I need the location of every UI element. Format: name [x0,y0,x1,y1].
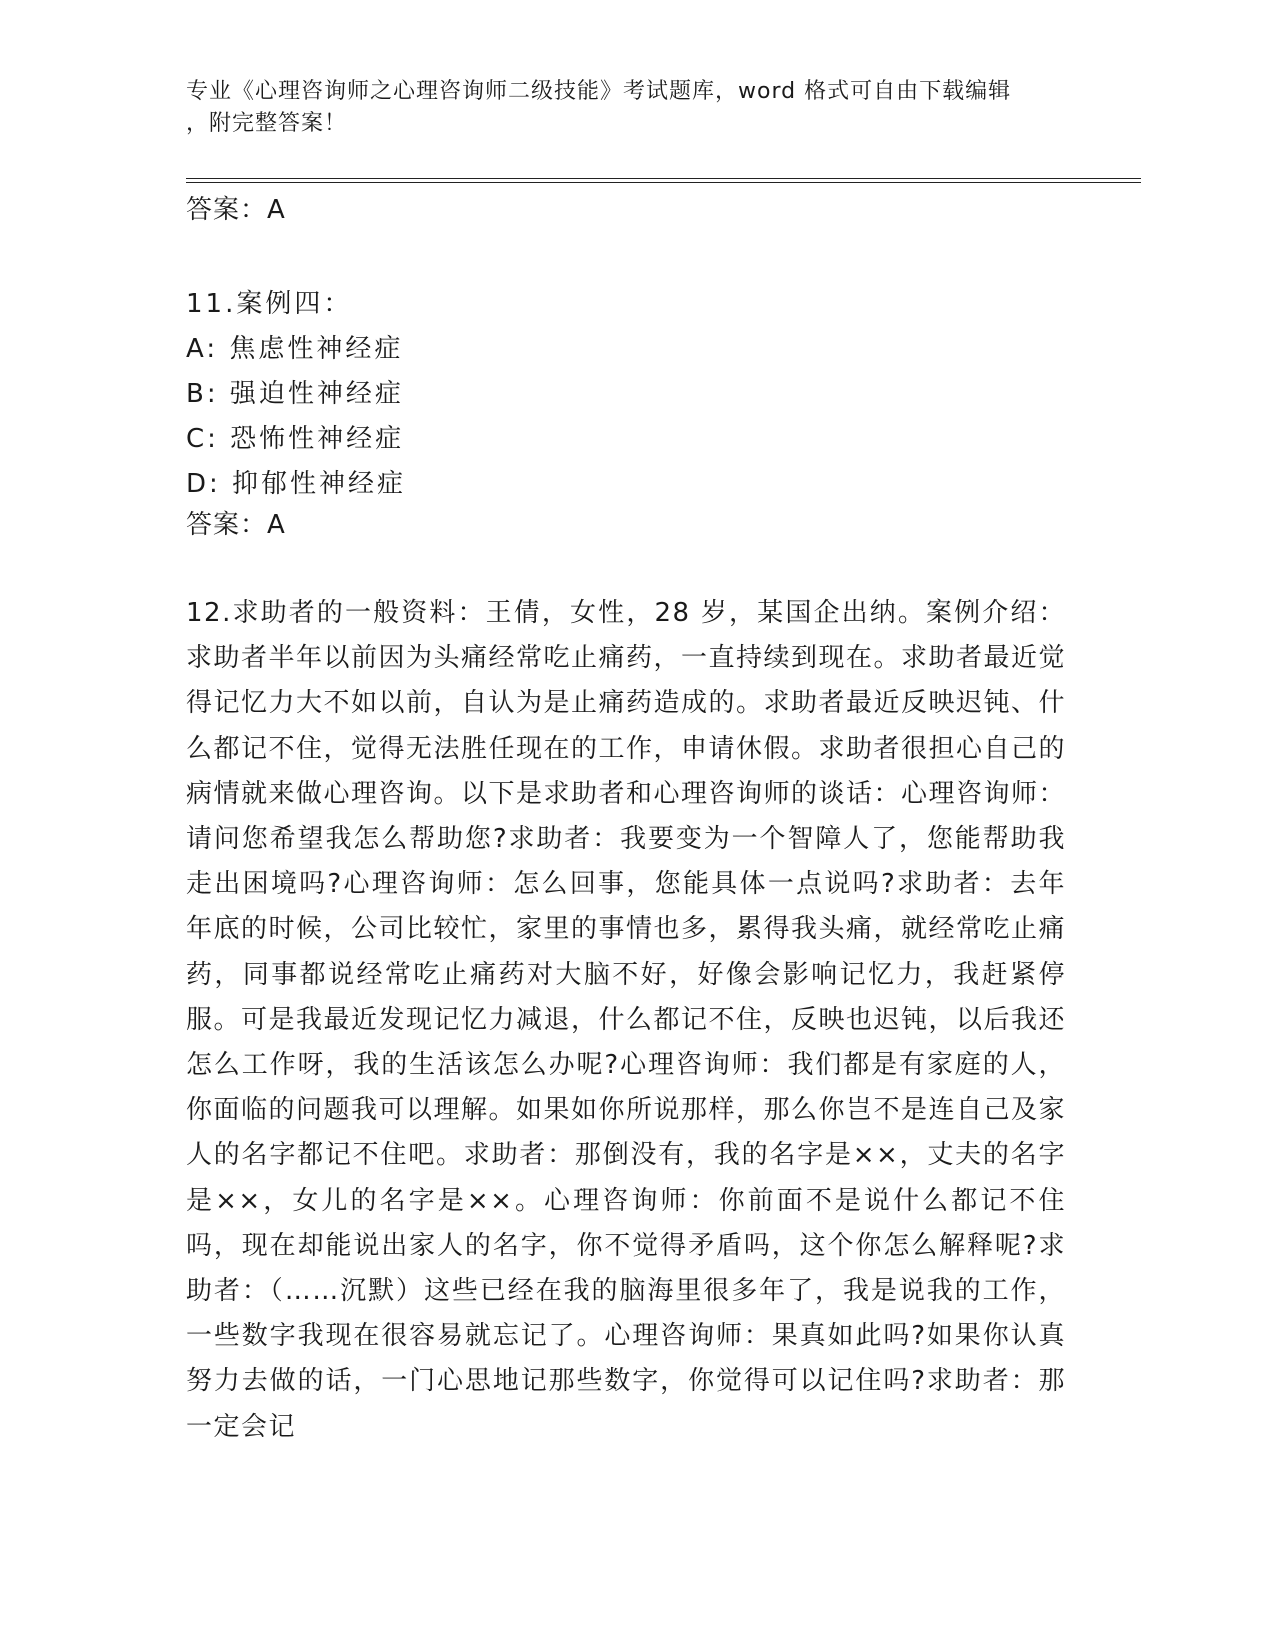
document-header [186,76,1066,140]
option-a: A: 焦虑性神经症 [186,334,404,364]
header-divider-top [186,178,1141,179]
question-11-answer: 答案：A [186,510,286,540]
option-c: C: 恐怖性神经症 [186,424,405,454]
question-12-case-text: 12.求助者的一般资料：王倩，女性，28 岁，某国企出纳。案例介绍：求助者半年以前因为头痛经常吃止痛药，一直持续到现在。求助者最近觉得记忆力大不如以前，自认为是止痛药造成的。求助者最近反映迟钝、什么都记不住，觉得无法胜任现在的工作，申请休假。求助者很担心自己的病情就来做心理咨询。以下是求助者和心理咨询师的谈话：心理咨询师：请问您希望我怎么帮助您?求助者：我要变为一个智障人了，您能帮助我走出困境吗?心理咨询师：怎么回事，您能具体一点说吗?求助者：去年年底的时候，公司比较忙，家里的事情也多，累得我头痛，就经常吃止痛药，同事都说经常吃止痛药对大脑不好，好像会影响记忆力，我赶紧停服。可是我最近发现记忆力减退，什么都记不住，反映也迟钝，以后我还怎么工作呀，我的生活该怎么办呢?心理咨询师：我们都是有家庭的人，你面临的问题我可以理解。如果如你所说那样，那么你岂不是连自己及家人的名字都记不住吧。求助者：那倒没有，我的名字是××，丈夫的名字是××，女儿的名字是××。心理咨询师：你前面不是说什么都记不住吗，现在却能说出家人的名字，你不觉得矛盾吗，这个你怎么解释呢?求助者：（……沉默）这些已经在我的脑海里很多年了，我是说我的工作，一些数字我现在很容易就忘记了。心理咨询师：果真如此吗?如果你认真努力去做的话，一门心思地记那些数字，你觉得可以记住吗?求助者：那一定会记 [186,598,1067,1442]
previous-answer: 答案：A [186,195,286,225]
option-b: B: 强迫性神经症 [186,379,404,409]
option-d: D: 抑郁性神经症 [186,469,407,499]
question-11 [186,282,406,507]
header-line-2: ，附完整答案！ [186,111,348,136]
question-stem: 11.案例四： [186,289,353,319]
header-divider-bottom [186,182,1141,183]
header-line-1: 专业《心理咨询师之心理咨询师二级技能》考试题库，word 格式可自由下载编辑 [186,79,1012,104]
